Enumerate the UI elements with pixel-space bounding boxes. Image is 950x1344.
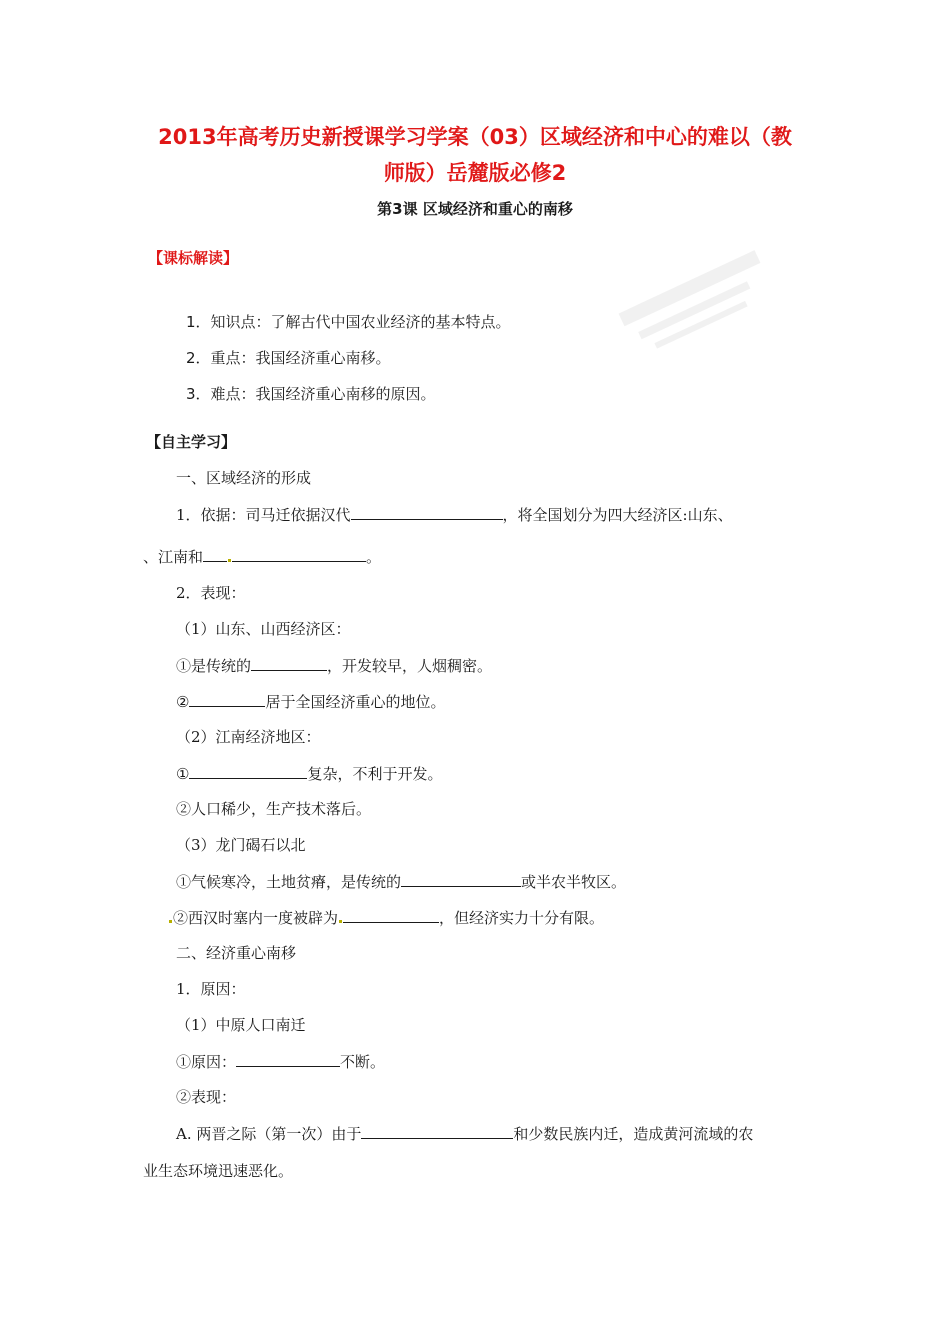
stray-mark bbox=[339, 920, 342, 923]
answer-blank[interactable] bbox=[232, 546, 366, 562]
section-1-title: 一、区域经济的形成 bbox=[176, 469, 312, 487]
text-segment: ，开发较早，人烟稠密。 bbox=[327, 657, 493, 675]
text-line: （1）中原人口南迁 bbox=[176, 1016, 306, 1034]
text-line bbox=[143, 546, 381, 567]
answer-blank[interactable] bbox=[236, 1051, 340, 1067]
lesson-subtitle: 第3课 区域经济和重心的南移 bbox=[377, 200, 573, 218]
answer-blank[interactable] bbox=[343, 907, 439, 923]
answer-blank[interactable] bbox=[251, 655, 327, 671]
text-segment: 不断。 bbox=[340, 1053, 386, 1071]
text-segment: ，将全国划分为四大经济区:山东、 bbox=[502, 506, 733, 524]
text-line bbox=[176, 504, 733, 525]
document-title-line-2: 师版）岳麓版必修2 bbox=[383, 161, 567, 185]
text-line bbox=[176, 1051, 385, 1072]
text-line bbox=[176, 763, 442, 784]
text-line: （1）山东、山西经济区： bbox=[176, 620, 351, 638]
kebiao-item-1: 1．知识点：了解古代中国农业经济的基本特点。 bbox=[186, 313, 511, 331]
answer-blank[interactable] bbox=[203, 546, 227, 562]
answer-blank[interactable] bbox=[189, 691, 265, 707]
text-segment: ，但经济实力十分有限。 bbox=[439, 909, 605, 927]
document-title-line-1: 2013年高考历史新授课学习学案（03）区域经济和中心的难以（教 bbox=[158, 125, 792, 149]
text-line bbox=[168, 907, 604, 928]
text-line bbox=[176, 691, 445, 712]
kebiao-heading: 【课标解读】 bbox=[148, 249, 239, 267]
text-line: ②表现： bbox=[176, 1088, 237, 1106]
text-line: 业生态环境迅速恶化。 bbox=[143, 1162, 294, 1180]
text-line: 1．原因： bbox=[176, 980, 246, 998]
text-segment: ②西汉时塞内一度被辟为 bbox=[173, 909, 339, 927]
text-line bbox=[176, 655, 492, 676]
section-2-title: 二、经济重心南移 bbox=[176, 944, 297, 962]
stray-mark bbox=[169, 920, 172, 923]
kebiao-item-2: 2．重点：我国经济重心南移。 bbox=[186, 349, 391, 367]
text-segment: ② bbox=[176, 693, 190, 711]
kebiao-item-3: 3．难点：我国经济重心南移的原因。 bbox=[186, 385, 436, 403]
text-segment: ① bbox=[176, 765, 190, 783]
text-line: ②人口稀少，生产技术落后。 bbox=[176, 800, 372, 818]
text-line bbox=[176, 1123, 753, 1144]
text-segment: 复杂，不利于开发。 bbox=[307, 765, 443, 783]
text-segment: ①气候寒冷，土地贫瘠，是传统的 bbox=[176, 873, 402, 891]
text-segment: ①是传统的 bbox=[176, 657, 252, 675]
text-segment: A. 两晋之际（第一次）由于 bbox=[176, 1125, 362, 1143]
text-line: （2）江南经济地区： bbox=[176, 728, 321, 746]
text-segment: 、江南和 bbox=[143, 548, 204, 566]
answer-blank[interactable] bbox=[401, 871, 521, 887]
text-line bbox=[176, 871, 626, 892]
answer-blank[interactable] bbox=[189, 763, 307, 779]
text-segment: 。 bbox=[366, 548, 382, 566]
text-line: （3）龙门碣石以北 bbox=[176, 836, 306, 854]
watermark-image bbox=[600, 220, 790, 380]
text-segment: 居于全国经济重心的地位。 bbox=[265, 693, 446, 711]
text-segment: ①原因： bbox=[176, 1053, 237, 1071]
text-segment: 1．依据：司马迁依据汉代 bbox=[176, 506, 351, 524]
text-segment: 或半农半牧区。 bbox=[521, 873, 627, 891]
zizhu-heading: 【自主学习】 bbox=[146, 433, 237, 451]
answer-blank[interactable] bbox=[361, 1123, 513, 1139]
text-segment: 和少数民族内迁，造成黄河流域的农 bbox=[513, 1125, 754, 1143]
answer-blank[interactable] bbox=[351, 504, 503, 520]
stray-mark bbox=[228, 559, 231, 562]
text-line: 2．表现： bbox=[176, 584, 246, 602]
